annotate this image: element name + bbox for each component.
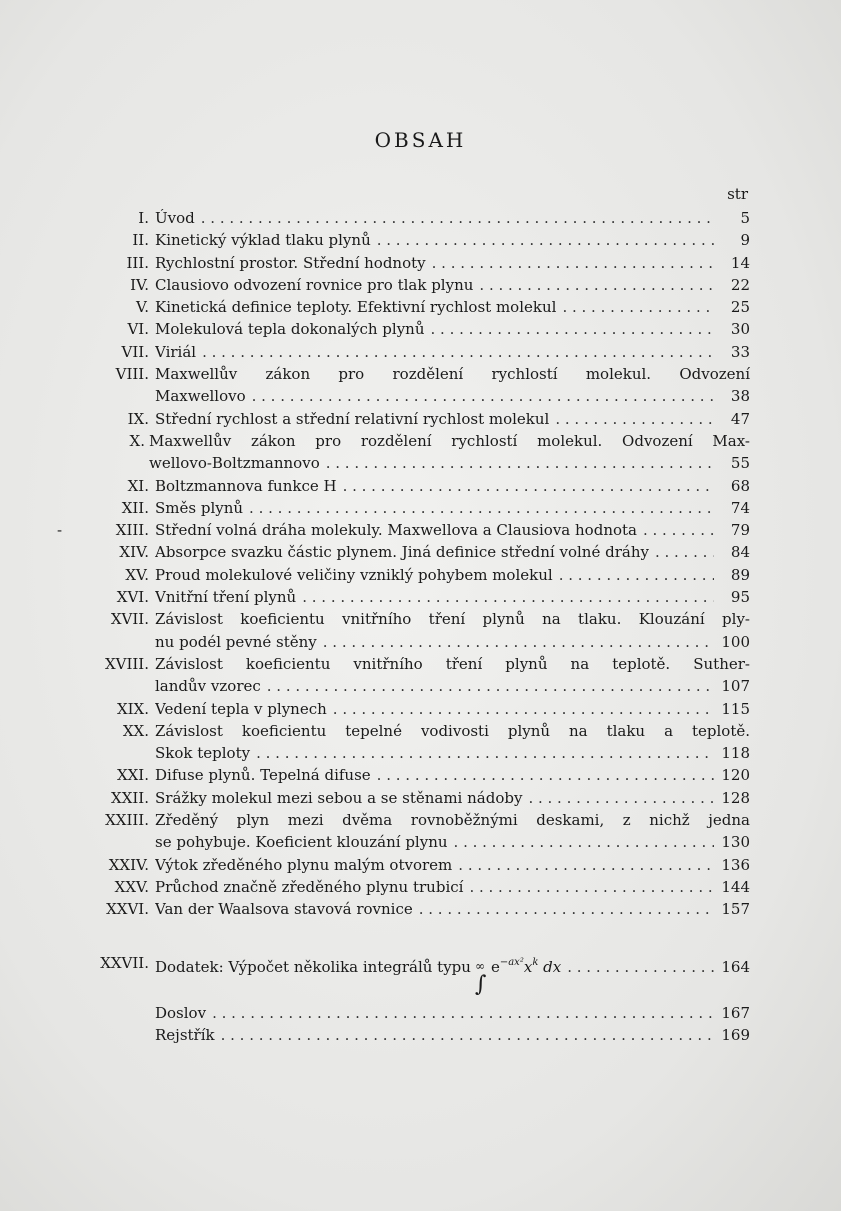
toc-entry-title: Dodatek: Výpočet několika integrálů typu [155,957,471,976]
toc-entry-line: Závislost koeficientu vnitřního tření plynů na teplotě. Suther- [155,654,750,673]
toc-entry-line [155,252,750,274]
toc-entry-number: IX. [127,409,149,428]
toc-entry[interactable] [60,876,750,898]
toc-entry-page: 100 [721,632,750,651]
toc-entry-number: VI. [127,320,149,339]
toc-leader-dots [267,675,714,697]
integral-upper-limit: ∞ [474,958,485,973]
toc-leader-dots [249,497,714,519]
integrand-variable-exponent: k [532,956,539,968]
toc-entry-title: Úvod [155,209,195,227]
toc-entry-title: Maxwellovo [155,387,246,406]
toc-entry-line [155,631,750,653]
toc-leader-dots [256,742,714,764]
integral-expression [474,952,489,997]
toc-entry-body [155,475,750,497]
toc-leader-dots [221,1024,714,1046]
toc-entry-body [155,698,750,720]
toc-entry-number: XI. [127,476,149,495]
toc-entry[interactable] [60,764,750,786]
toc-entry-page: 55 [730,454,750,473]
toc-entry-body [155,764,750,786]
table-of-contents [57,207,750,1046]
toc-entry-title: wellovo-Boltzmannovo [149,454,320,473]
integral-lower-limit [477,974,485,999]
toc-entry-body [155,876,750,898]
toc-entry-page: 22 [730,275,750,294]
toc-entry-title: Rychlostní prostor. Střední hodnoty [155,253,426,272]
toc-entry-number: XIV. [119,543,149,562]
toc-entry-title: Absorpce svazku částic plynem. Jiná definice střední volné dráhy [155,543,649,562]
toc-entry-body [155,608,750,653]
toc-entry-number: II. [132,231,149,250]
toc-entry-body [149,430,750,475]
toc-entry-line [155,787,750,809]
integrand-differential: dx [543,957,562,976]
toc-entry[interactable] [60,363,750,408]
toc-entry-line [155,497,750,519]
toc-entry-page: 25 [730,298,750,317]
toc-entry-page: 33 [730,342,750,361]
toc-entry-title: landův vzorec [155,677,261,696]
toc-entry-line: Závislost koeficientu tepelné vodivosti plynů na tlaku a teplotě. [155,721,750,740]
toc-entry-page: 47 [730,409,750,428]
toc-entry[interactable] [60,698,750,720]
toc-entry-line [155,876,750,898]
toc-entry-line [155,296,750,318]
toc-entry[interactable] [60,430,750,475]
toc-entry-body [155,787,750,809]
toc-entry-title: Srážky molekul mezi sebou a se stěnami nádoby [155,788,523,807]
toc-entry-body [155,541,750,563]
toc-leader-dots [202,341,714,363]
toc-entry-body [155,497,750,519]
toc-entry-page: 169 [721,1025,750,1044]
integrand-base: e [490,957,500,976]
toc-entry-number: IV. [130,275,149,294]
toc-entry-line [155,927,750,999]
toc-entry-page: 79 [730,521,750,540]
toc-entry-body [155,207,750,229]
toc-entry-title: Boltzmannova funkce H [155,476,337,495]
toc-entry-body [155,363,750,408]
toc-entry-line [155,385,750,407]
toc-entry-page: 107 [721,677,750,696]
toc-entry-number: XIX. [116,699,149,718]
toc-entry-page: 89 [730,565,750,584]
toc-leader-dots [302,586,714,608]
toc-entry-line [155,698,750,720]
toc-leader-dots [643,519,714,541]
toc-entry-page: 84 [730,543,750,562]
toc-entry[interactable] [60,586,750,608]
toc-entry-number: VII. [121,342,149,361]
toc-entry-number: XXVI. [106,900,149,919]
toc-leader-dots [432,252,714,274]
toc-entry-line [155,854,750,876]
toc-entry-body [155,653,750,698]
toc-entry-line [155,764,750,786]
toc-entry-number: XXV. [114,877,149,896]
toc-entry-page: 167 [721,1003,750,1022]
toc-entry[interactable] [60,296,750,318]
toc-leader-dots [212,1002,714,1024]
toc-entry[interactable] [60,898,750,920]
toc-entry[interactable] [57,519,750,541]
toc-entry-number: XVIII. [104,654,149,673]
toc-entry-line [155,898,750,920]
toc-entry-number: X. [129,431,145,450]
toc-entry[interactable] [60,318,750,340]
toc-entry-page: 115 [721,699,750,718]
toc-entry-title: Kinetický výklad tlaku plynů [155,231,371,250]
toc-entry-page: 164 [721,957,750,976]
toc-leader-dots [419,898,714,920]
toc-entry-title: Difuse plynů. Tepelná difuse [155,766,371,785]
toc-entry-number: XVI. [116,588,149,607]
toc-entry-page: 38 [730,387,750,406]
toc-entry-number: XXVII. [100,953,149,972]
toc-entry-number: XX. [122,721,149,740]
toc-leader-dots [555,408,714,430]
toc-entry-number: XXIV. [108,855,149,874]
toc-entry-body [155,296,750,318]
toc-leader-dots [559,564,714,586]
toc-entry-title: Proud molekulové veličiny vzniklý pohybem molekul [155,565,553,584]
toc-entry[interactable] [60,541,750,563]
toc-entry-line [149,452,750,474]
toc-entry-line: Maxwellův zákon pro rozdělení rychlostí molekul. Odvození [155,365,750,384]
toc-leader-dots [377,764,714,786]
toc-entry-number: V. [136,298,149,317]
toc-entry-body [155,1002,750,1024]
integrand-variable: x [523,957,533,976]
toc-entry[interactable] [60,229,750,251]
toc-entry-title: Viriál [155,342,197,361]
toc-entry-line [155,586,750,608]
toc-entry-page: 144 [721,877,750,896]
toc-entry-number: XXII. [111,788,149,807]
toc-entry-title: Skok teploty [155,744,251,763]
toc-leader-dots [469,876,714,898]
toc-entry-title: Střední volná dráha molekuly. Maxwellova a Clausiova hodnota [155,521,637,540]
toc-entry[interactable] [60,653,750,698]
toc-entry-number: XII. [121,498,149,517]
toc-entry-body [155,1024,750,1046]
toc-entry-line: Maxwellův zákon pro rozdělení rychlostí molekul. Odvození Max- [149,431,750,450]
toc-entry[interactable] [60,1024,750,1046]
toc-entry-page: 95 [730,588,750,607]
toc-entry-line [155,207,750,229]
toc-entry-line [155,408,750,430]
toc-entry-number: I. [138,209,149,227]
toc-entry[interactable] [60,274,750,296]
toc-entry-title: Střední rychlost a střední relativní rychlost molekul [155,409,550,428]
toc-entry-title: Vnitřní tření plynů [155,588,297,607]
toc-entry[interactable] [60,854,750,876]
toc-entry-number: XV. [125,565,149,584]
toc-entry-body [155,318,750,340]
toc-entry-line [155,1002,750,1024]
toc-entry-title: Vedení tepla v plynech [155,699,327,718]
toc-entry-line [155,519,750,541]
toc-entry-title: Doslov [155,1003,207,1022]
toc-entry-number: III. [126,253,149,272]
toc-entry-page: 128 [721,788,750,807]
toc-entry-appendix[interactable] [60,927,750,999]
toc-leader-dots [333,698,714,720]
toc-entry-body [155,229,750,251]
toc-entry-line [155,564,750,586]
toc-entry-title: Průchod značně zředěného plynu trubicí [155,877,464,896]
toc-entry[interactable] [60,341,750,363]
toc-leader-dots [562,296,714,318]
toc-entry-title: Výtok zředěného plynu malým otvorem [155,855,453,874]
toc-entry-page: 118 [721,744,750,763]
toc-entry-title: Molekulová tepla dokonalých plynů [155,320,425,339]
toc-entry-body [155,898,750,920]
integrand-exponent: −ax² [499,956,524,968]
toc-entry-page: 74 [730,498,750,517]
toc-entry-body [155,408,750,430]
toc-entry-line [155,1024,750,1046]
toc-leader-dots [377,229,714,251]
toc-entry[interactable] [60,207,750,229]
toc-entry-line [155,742,750,764]
toc-entry-number: XXIII. [105,811,149,830]
toc-entry-line [155,274,750,296]
toc-entry-body [155,854,750,876]
toc-entry-page: 14 [730,253,750,272]
toc-entry-body [155,586,750,608]
toc-entry-line [155,341,750,363]
toc-entry-number: XXI. [116,766,149,785]
toc-entry-page: 30 [730,320,750,339]
toc-leader-dots [479,274,714,296]
toc-leader-dots [655,541,714,563]
toc-entry-title: Směs plynů [155,498,244,517]
toc-entry-line: Zředěný plyn mezi dvěma rovnoběžnými deskami, z nichž jedna [155,811,750,830]
toc-entry-page: 136 [721,855,750,874]
toc-entry[interactable] [60,787,750,809]
toc-entry-body [155,809,750,854]
toc-entry[interactable] [60,252,750,274]
toc-entry-title: Kinetická definice teploty. Efektivní rychlost molekul [155,298,557,317]
toc-entry-body [155,564,750,586]
toc-entry-number: VIII. [115,365,149,384]
toc-entry-page: 9 [740,231,750,250]
toc-entry-body [155,519,750,541]
toc-entry-page: 157 [721,900,750,919]
toc-entry-page: 5 [740,209,750,227]
toc-leader-dots [323,631,714,653]
margin-mark: - [57,521,63,540]
toc-entry-line [155,831,750,853]
toc-entry-line [155,318,750,340]
toc-leader-dots [454,831,714,853]
toc-entry-page: 68 [730,476,750,495]
toc-entry-page: 120 [721,766,750,785]
toc-leader-dots [458,854,714,876]
toc-entry-line: Závislost koeficientu vnitřního tření plynů na tlaku. Klouzání ply- [155,610,750,629]
toc-entry-body [155,720,750,765]
integrand [491,927,561,999]
toc-entry[interactable] [60,720,750,765]
toc-entry-title: Clausiovo odvození rovnice pro tlak plynu [155,275,474,294]
toc-entry-page: 130 [721,833,750,852]
toc-entry[interactable] [60,1002,750,1024]
toc-entry[interactable] [60,497,750,519]
toc-entry-line [155,229,750,251]
toc-entry[interactable] [60,608,750,653]
toc-entry[interactable] [60,408,750,430]
toc-entry-number: XIII. [115,521,149,540]
integral-sign: ∫ [474,971,487,997]
toc-leader-dots [431,318,715,340]
toc-entry-line [155,541,750,563]
toc-leader-dots [252,385,714,407]
toc-leader-dots [201,207,714,229]
toc-entry[interactable] [60,809,750,854]
toc-entry-body [155,927,750,999]
toc-leader-dots [528,787,714,809]
toc-entry-title: Rejstřík [155,1025,215,1044]
toc-entry-title: Van der Waalsova stavová rovnice [155,900,413,919]
toc-entry-title: se pohybuje. Koeficient klouzání plynu [155,833,448,852]
toc-entry[interactable] [60,564,750,586]
toc-entry[interactable] [60,475,750,497]
toc-entry-body [155,252,750,274]
toc-entry-body [155,274,750,296]
toc-entry-title: nu podél pevné stěny [155,632,317,651]
toc-entry-line [155,475,750,497]
page-title: OBSAH [374,128,467,152]
toc-entry-line [155,675,750,697]
page-column-header: str [727,185,748,203]
toc-leader-dots [326,452,714,474]
toc-leader-dots [567,931,714,999]
toc-leader-dots [343,475,714,497]
toc-entry-body [155,341,750,363]
toc-entry-number: XVII. [110,610,149,629]
